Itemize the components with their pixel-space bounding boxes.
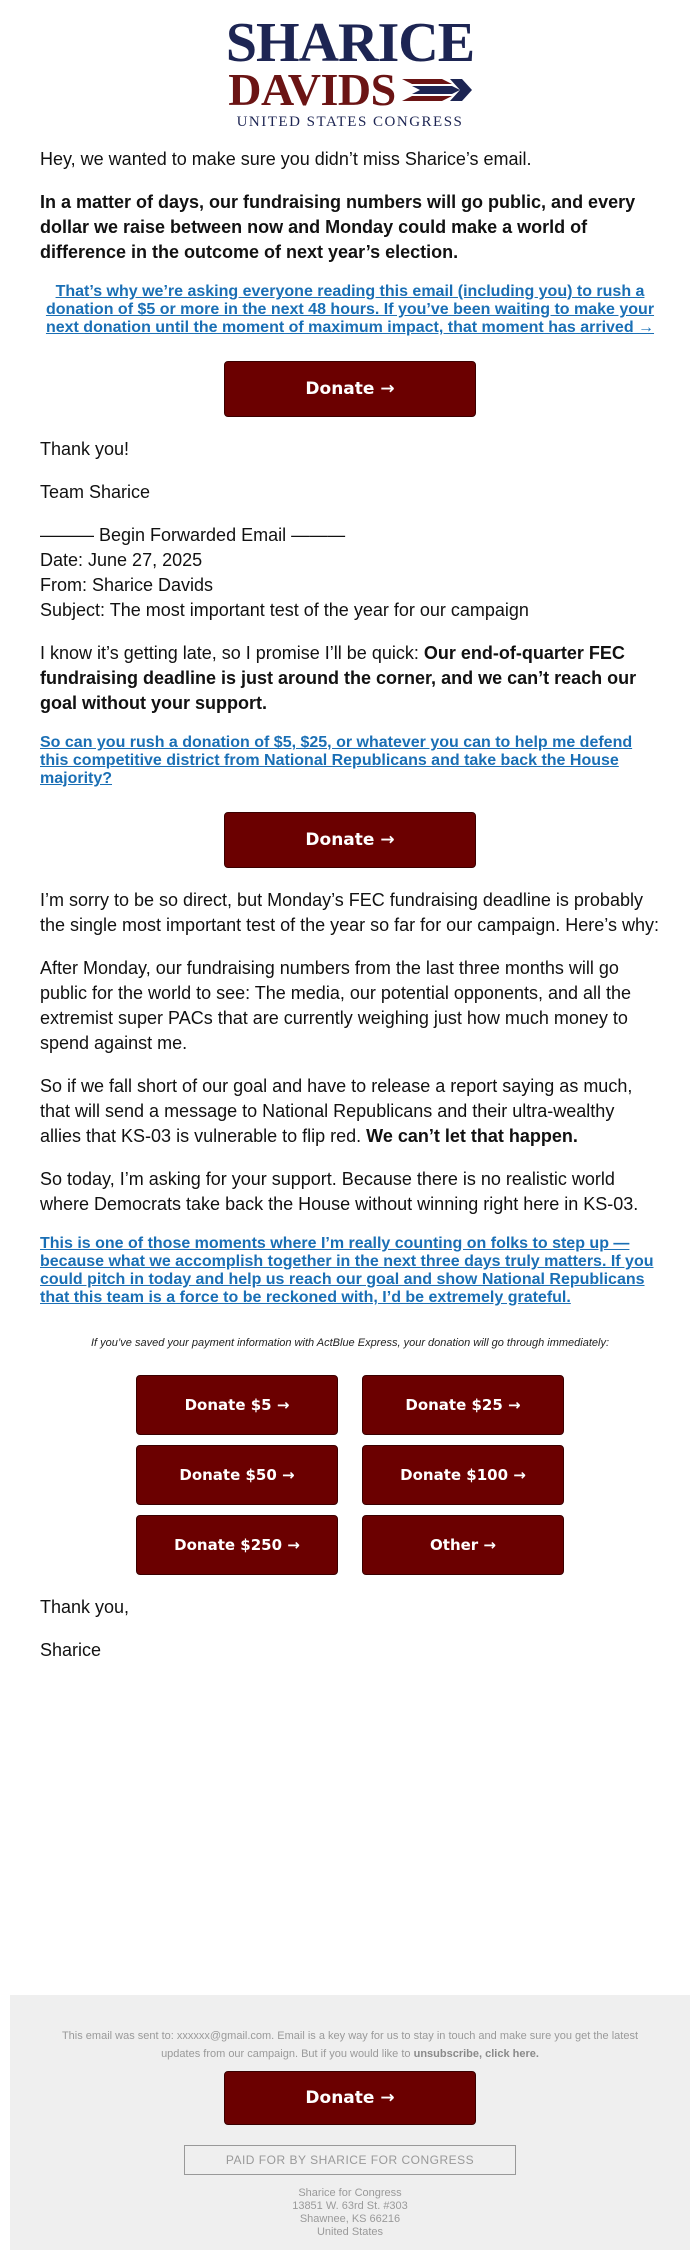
- thanks-closing: Thank you,: [40, 1597, 130, 1617]
- rush-donation-link[interactable]: So can you rush a donation of $5, $25, or whatever you can to help me defend this competitive district from National Republicans and take back the House majority?: [40, 734, 633, 787]
- bold-paragraph: In a matter of days, our fundraising numbers will go public, and every dollar we raise between now and Monday could make a world of difference in the outcome of next year’s election.: [40, 192, 636, 262]
- signoff-team: Team Sharice: [40, 482, 151, 502]
- donate-button-footer[interactable]: Donate →: [224, 2071, 476, 2125]
- mailing-address: [10, 2187, 690, 2239]
- unsubscribe-link[interactable]: unsubscribe, click here.: [413, 2048, 539, 2060]
- forward-subject: Subject: The most important test of the year for our campaign: [40, 600, 529, 620]
- footer-sent-text: This email was sent to: xxxxxx@gmail.com. Email is a key way for us to stay in touch and make sure you get the latest updates from our campaign. But if you would like to: [61, 2030, 639, 2060]
- fall-short-plain: So if we fall short of our goal and have to release a report saying as much, that will send a message to National Republicans and their ultra-wealthy allies that KS-03 is vulnerable to flip red.: [40, 1076, 633, 1146]
- paragraph-sorry: I’m sorry to be so direct, but Monday’s FEC fundraising deadline is probably the single most important test of the year so far for our campaign. Here’s why:: [40, 890, 659, 935]
- logo: [225, 12, 475, 131]
- logo-name-last-row: [225, 64, 475, 115]
- chevron-arrows-icon: [402, 77, 472, 103]
- footer-notice: [10, 1995, 690, 2063]
- email-footer: [10, 1995, 690, 2250]
- forward-divider: ——— Begin Forwarded Email ———: [40, 525, 346, 545]
- address-org: Sharice for Congress: [298, 2187, 402, 2199]
- donate-100-button[interactable]: Donate $100 →: [362, 1445, 564, 1505]
- intro-text: Hey, we wanted to make sure you didn’t miss Sharice’s email.: [40, 149, 532, 169]
- forward-date: Date: June 27, 2025: [40, 550, 203, 570]
- logo-subtitle: UNITED STATES CONGRESS: [236, 114, 464, 130]
- paragraph-support: So today, I’m asking for your support. Because there is no realistic world where Democrats take back the House without winning right here in KS-03.: [40, 1169, 639, 1214]
- donate-button-top[interactable]: Donate →: [224, 361, 476, 417]
- paragraph-fall-short: [40, 1074, 660, 1149]
- address-street: 13851 W. 63rd St. #303: [292, 2200, 408, 2212]
- address-country: United States: [316, 2226, 384, 2238]
- donate-5-button[interactable]: Donate $5 →: [136, 1375, 338, 1435]
- actblue-note: If you’ve saved your payment information with ActBlue Express, your donation will go through immediately:: [90, 1337, 610, 1349]
- fall-short-bold: We can’t let that happen.: [366, 1126, 578, 1146]
- deadline-plain: I know it’s getting late, so I promise I’ll be quick:: [40, 643, 424, 663]
- donate-250-button[interactable]: Donate $250 →: [136, 1515, 338, 1575]
- signoff-sharice: Sharice: [40, 1640, 102, 1660]
- donation-amount-grid: [136, 1375, 564, 1575]
- donate-25-button[interactable]: Donate $25 →: [362, 1375, 564, 1435]
- deadline-bold: Our end-of-quarter FEC fundraising deadline is just around the corner, and we can’t reach our goal without your support.: [40, 643, 637, 713]
- counting-on-folks-link[interactable]: This is one of those moments where I’m really counting on folks to step up — because what we accomplish together in the next three days truly matters. If you could pitch in today and help us reach our goal and show National Republicans that this team is a force to be reckoned with, I’d be extremely grateful.: [40, 1235, 654, 1306]
- paragraph-after-monday: After Monday, our fundraising numbers from the last three months will go public for the world to see: The media, our potential opponents, and all the extremist super PACs that are currently weighing just how much money to spend against me.: [40, 958, 632, 1053]
- donate-other-button[interactable]: Other →: [362, 1515, 564, 1575]
- donate-button-middle[interactable]: Donate →: [224, 812, 476, 868]
- forward-from: From: Sharice Davids: [40, 575, 214, 595]
- paragraph-deadline: [40, 641, 660, 716]
- paid-for-disclaimer: PAID FOR BY SHARICE FOR CONGRESS: [184, 2145, 516, 2175]
- thanks-text: Thank you!: [40, 439, 130, 459]
- address-city: Shawnee, KS 66216: [299, 2213, 401, 2225]
- email-body: [0, 147, 700, 1663]
- donate-50-button[interactable]: Donate $50 →: [136, 1445, 338, 1505]
- logo-name-last: DAVIDS: [228, 64, 396, 115]
- logo-name-first: SHARICE: [225, 12, 475, 74]
- forwarded-header: [40, 523, 660, 623]
- donation-ask-link[interactable]: That’s why we’re asking everyone reading this email (including you) to rush a donation of $5 or more in the next 48 hours. If you’ve been waiting to make your next donation until the moment of maximum impact, that moment has arrived →: [45, 283, 655, 336]
